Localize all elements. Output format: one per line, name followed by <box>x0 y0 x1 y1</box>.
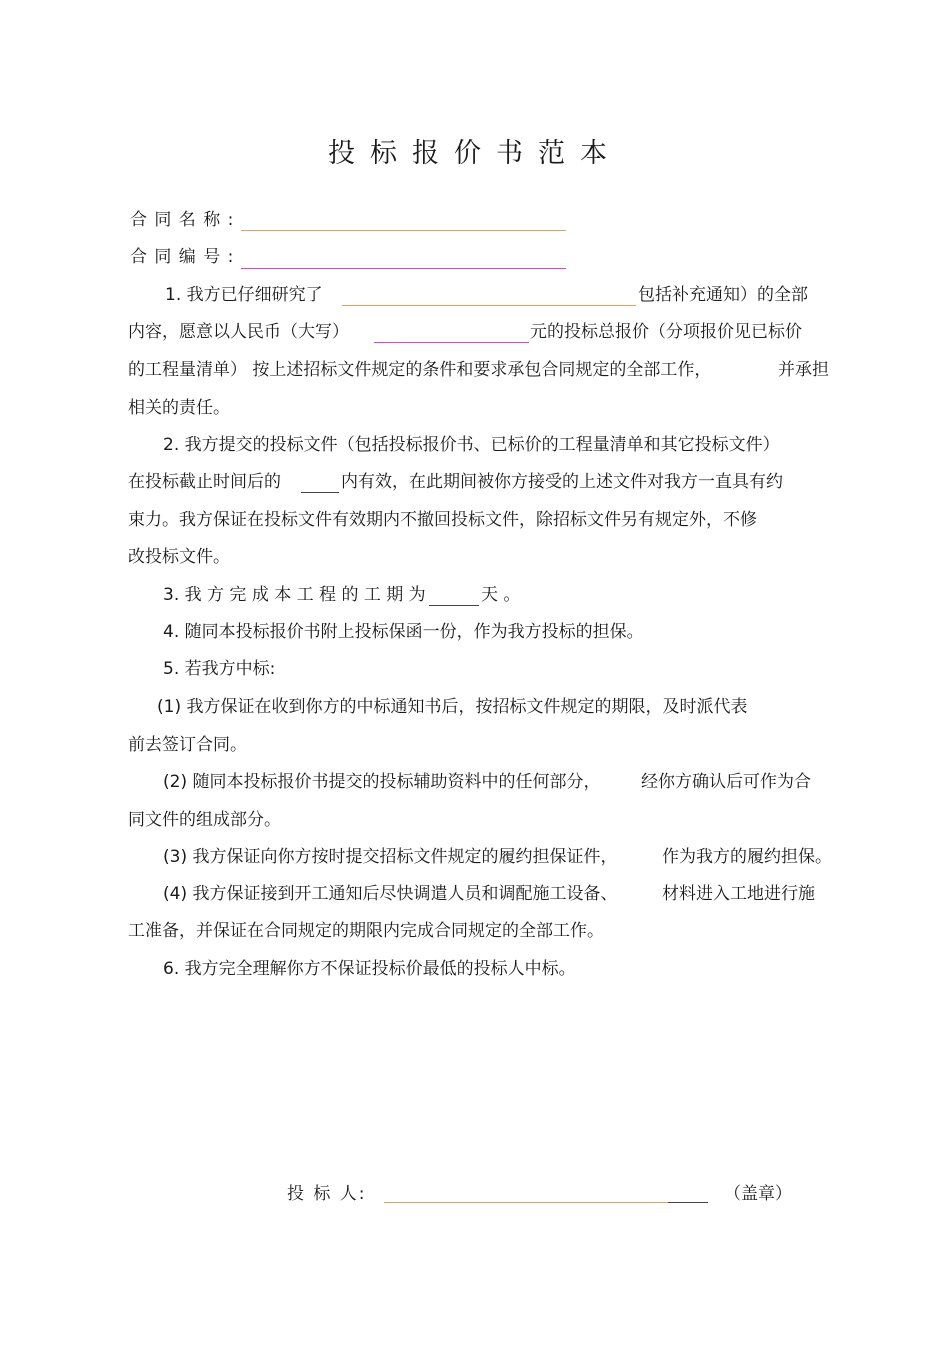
contract-name-blank[interactable] <box>241 230 566 231</box>
contract-name-label: 合 同 名 称 : <box>130 210 235 230</box>
contract-no-label: 合 同 编 号 : <box>130 247 235 267</box>
p2-line2-end: 内有效，在此期间被你方接受的上述文件对我方一直具有约 <box>341 472 783 492</box>
p5-heading: 5. 若我方中标: <box>163 659 276 679</box>
p5-item1-line2: 前去签订合同。 <box>128 735 247 755</box>
total-price-blank[interactable] <box>374 342 529 343</box>
p1-line4: 相关的责任。 <box>128 398 230 418</box>
p4: 4. 随同本投标报价书附上投标保函一份，作为我方投标的担保。 <box>163 622 644 642</box>
p2-line2-start: 在投标截止时间后的 <box>128 472 281 492</box>
bidder-signature-blank-end <box>668 1202 708 1203</box>
p5-item2-line1-start: (2) 随同本投标报价书提交的投标辅助资料中的任何部分， <box>163 772 601 792</box>
p5-item3-end: 作为我方的履约担保。 <box>662 847 832 867</box>
duration-blank[interactable] <box>429 605 479 606</box>
p1-line2-end: 元的投标总报价（分项报价见已标价 <box>530 322 802 342</box>
p3-end: 天 。 <box>481 585 521 605</box>
contract-no-blank[interactable] <box>241 268 566 269</box>
p1-line2-start: 内容，愿意以人民币（大写） <box>128 322 349 342</box>
validity-period-blank[interactable] <box>301 492 339 493</box>
p5-item4-line1-start: (4) 我方保证接到开工通知后尽快调遣人员和调配施工设备、 <box>163 884 618 904</box>
bidder-label: 投 标 人: <box>287 1184 367 1204</box>
bidder-signature-blank[interactable] <box>384 1202 668 1203</box>
p1-line1-start: 1. 我方已仔细研究了 <box>165 285 323 305</box>
p1-line3-start: 的工程量清单） 按上述招标文件规定的条件和要求承包合同规定的全部工作， <box>128 360 712 380</box>
p1-line3-end: 并承担 <box>778 360 829 380</box>
p3-start: 3. 我 方 完 成 本 工 程 的 工 期 为 <box>163 585 426 605</box>
p5-item2-line1-end: 经你方确认后可作为合 <box>641 772 811 792</box>
p1-line1-end: 包括补充通知）的全部 <box>638 285 808 305</box>
p6: 6. 我方完全理解你方不保证投标价最低的投标人中标。 <box>163 959 576 979</box>
p5-item1-line1: (1) 我方保证在收到你方的中标通知书后，按招标文件规定的期限，及时派代表 <box>157 697 748 717</box>
p5-item2-line2: 同文件的组成部分。 <box>128 810 281 830</box>
p5-item4-line2: 工准备，并保证在合同规定的期限内完成合同规定的全部工作。 <box>128 921 604 941</box>
seal-note: （盖章） <box>724 1184 792 1204</box>
p2-line1: 2. 我方提交的投标文件（包括投标报价书、已标价的工程量清单和其它投标文件） <box>163 435 780 455</box>
p2-line3: 束力。我方保证在投标文件有效期内不撤回投标文件，除招标文件另有规定外，不修 <box>128 510 757 530</box>
tender-docs-blank[interactable] <box>342 305 636 306</box>
p5-item4-line1-end: 材料进入工地进行施 <box>662 884 815 904</box>
document-title: 投标报价书范本 <box>328 138 622 169</box>
p5-item3-start: (3) 我方保证向你方按时提交招标文件规定的履约担保证件， <box>163 847 618 867</box>
p2-line4: 改投标文件。 <box>128 547 230 567</box>
